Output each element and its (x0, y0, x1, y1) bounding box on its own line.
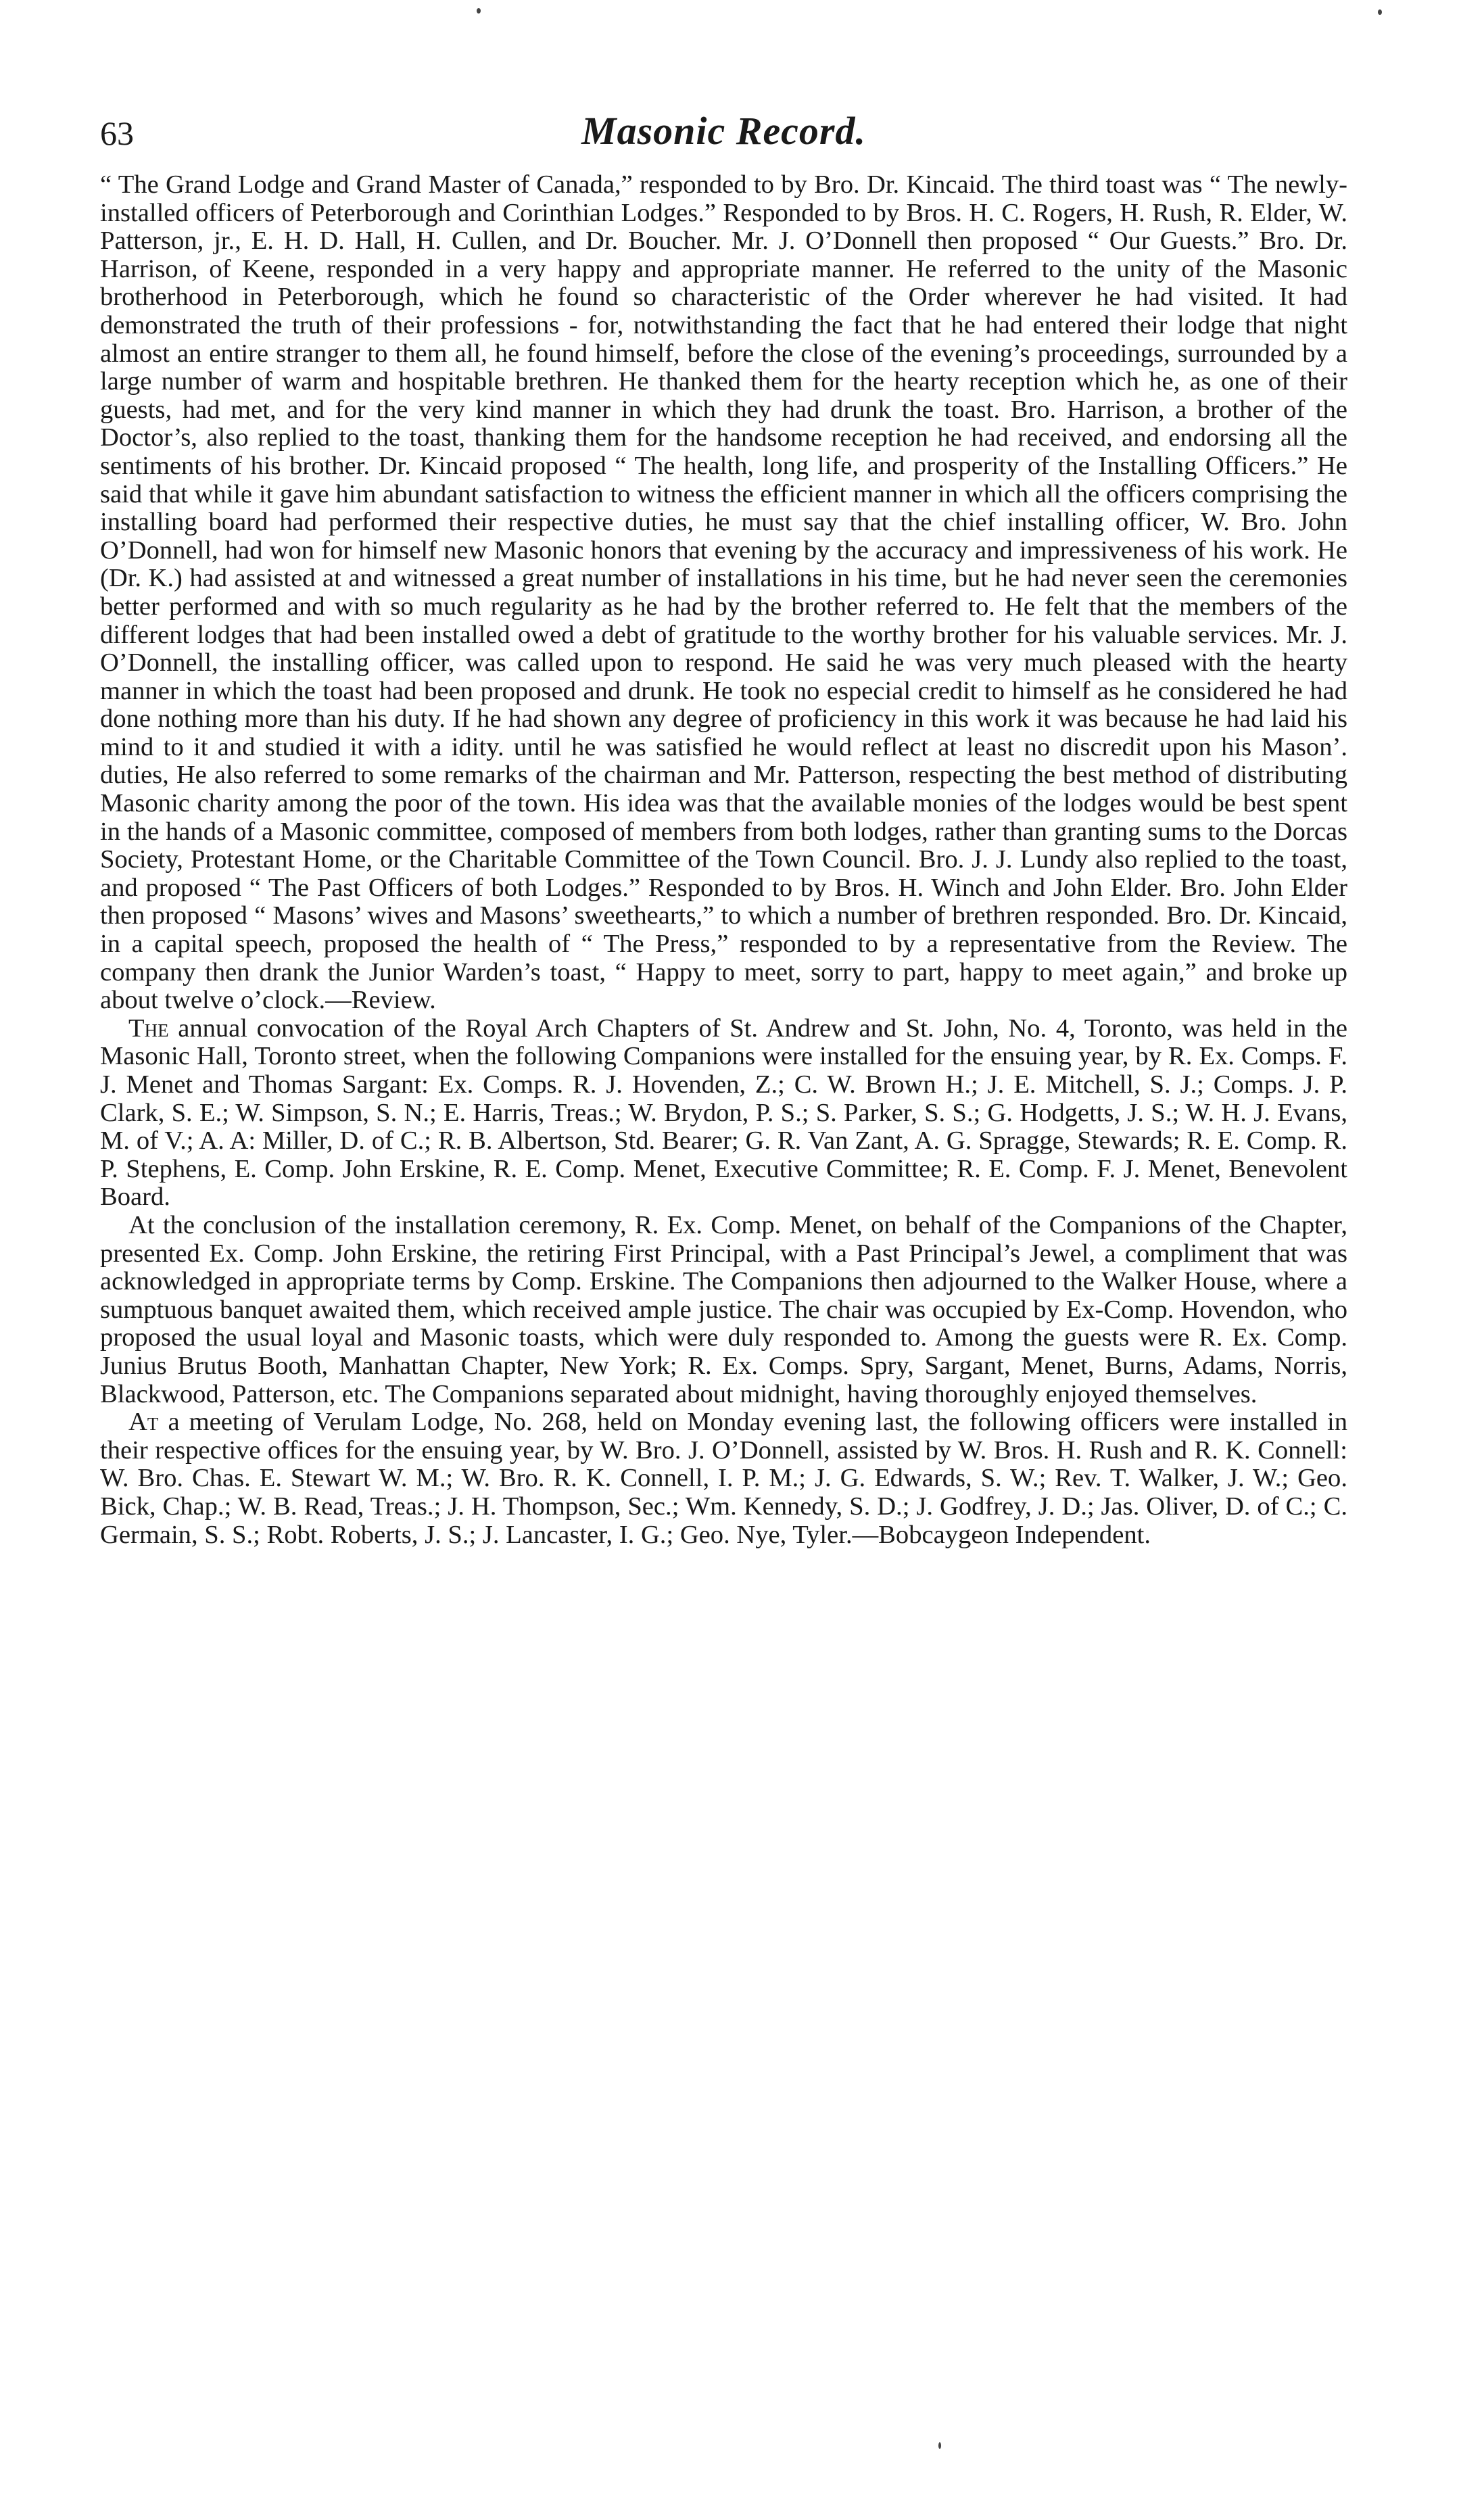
paragraph-text: a meeting of Verulam Lodge, No. 268, held on Monday evening last, the following officers were installed in their respective offices for the ensuing year, by W. Bro. J. O’Donnell, assisted by W. Bros. H. Rush and R. K. Connell: W. Bro. Chas. E. Stewart W. M.; W. Bro. R. K. Connell, I. P. M.; J. G. Edwards, S. W.; Rev. T. Walker, J. W.; Geo. Bick, Chap.; W. B. Read, Treas.; J. H. Thompson, Sec.; Wm. Kennedy, S. D.; J. Godfrey, J. D.; Jas. Oliver, D. of C.; C. Germain, S. S.; Robt. Roberts, J. S.; J. Lancaster, I. G.; Geo. Nye, Tyler.—Bobcaygeon Independent. (100, 1408, 1347, 1549)
article-body (100, 171, 1347, 1549)
paragraph-lead: The (128, 1014, 169, 1043)
document-page (100, 101, 1347, 1549)
paragraph-text: At the conclusion of the installation ceremony, R. Ex. Comp. Menet, on behalf of the Companions of the Chapter, presented Ex. Comp. John Erskine, the retiring First Principal, with a Past Principal’s Jewel, a compliment that was acknowledged in appropriate terms by Comp. Erskine. The Companions then adjourned to the Walker House, where a sumptuous banquet awaited them, which received ample justice. The chair was occupied by Ex-Comp. Hovendon, who proposed the usual loyal and Masonic toasts, which were duly responded to. Among the guests were R. Ex. Comp. Junius Brutus Booth, Manhattan Chapter, New York; R. Ex. Comps. Spry, Sargant, Menet, Burns, Adams, Norris, Blackwood, Patterson, etc. The Companions separated about midnight, having thoroughly enjoyed themselves. (100, 1210, 1347, 1408)
paragraph-text: “ The Grand Lodge and Grand Master of Canada,” responded to by Bro. Dr. Kincaid. The third toast was “ The newly-installed officers of Peterborough and Corinthian Lodges.” Responded to by Bros. H. C. Rogers, H. Rush, R. Elder, W. Patterson, jr., E. H. D. Hall, H. Cullen, and Dr. Boucher. Mr. J. O’Donnell then proposed “ Our Guests.” Bro. Dr. Harrison, of Keene, responded in a very happy and appropriate manner. He referred to the unity of the Masonic brotherhood in Peterborough, which he found so characteristic of the Order wherever he had visited. It had demonstrated the truth of their professions - for, notwithstanding the fact that he had entered their lodge that night almost an entire stranger to them all, he found himself, before the close of the evening’s proceedings, surrounded by a large number of warm and hospitable brethren. He thanked them for the hearty reception which he, as one of their guests, had met, and for the very kind manner in which they had drunk the toast. Bro. Harrison, a brother of the Doctor’s, also replied to the toast, thanking them for the handsome reception he had received, and endorsing all the sentiments of his brother. Dr. Kincaid proposed “ The health, long life, and prosperity of the Installing Officers.” He said that while it gave him abundant satisfaction to witness the efficient manner in which all the officers comprising the installing board had performed their respective duties, he must say that the chief installing officer, W. Bro. John O’Donnell, had won for himself new Masonic honors that evening by the accuracy and impressiveness of his work. He (Dr. K.) had assisted at and witnessed a great number of installations in his time, but he had never seen the ceremonies better performed and with so much regularity as he had by the brother referred to. He felt that the members of the different lodges that had been installed owed a debt of gratitude to the worthy brother for his valuable services. Mr. J. O’Donnell, the installing officer, was called upon to respond. He said he was very much pleased with the hearty manner in which the toast had been proposed and drunk. He took no especial credit to himself as he considered he had done nothing more than his duty. If he had shown any degree of proficiency in this work it was because he had laid his mind to it and studied it with a idity. until he was satisfied he would reflect at least no discredit upon his Mason’. duties, He also referred to some remarks of the chairman and Mr. Patterson, respecting the best method of distributing Masonic charity among the poor of the town. His idea was that the available monies of the lodges would be best spent in the hands of a Masonic committee, composed of members from both lodges, rather than granting sums to the Dorcas Society, Protestant Home, or the Charitable Committee of the Town Council. Bro. J. J. Lundy also replied to the toast, and proposed “ The Past Officers of both Lodges.” Responded to by Bros. H. Winch and John Elder. Bro. John Elder then proposed “ Masons’ wives and Masons’ sweethearts,” to which a number of brethren responded. Bro. Dr. Kincaid, in a capital speech, proposed the health of “ The Press,” responded to by a representative from the Review. The company then drank the Junior Warden’s toast, “ Happy to meet, sorry to part, happy to meet again,” and broke up about twelve o’clock.—Review. (100, 170, 1347, 1015)
paragraph-installation-ceremony (100, 1212, 1347, 1408)
paragraph-verulam-lodge (100, 1408, 1347, 1549)
paragraph-lead: At (128, 1408, 159, 1437)
print-speck (938, 2442, 941, 2449)
print-speck (1378, 9, 1382, 15)
running-title: Masonic Record. (581, 109, 866, 153)
paragraph-toasts (100, 171, 1347, 1015)
paragraph-royal-arch-convocation (100, 1015, 1347, 1212)
page-number: 63 (100, 114, 134, 152)
print-speck (477, 8, 481, 14)
paragraph-text: annual convocation of the Royal Arch Chapters of St. Andrew and St. John, No. 4, Toronto, was held in the Masonic Hall, Toronto street, when the following Companions were installed for the ensuing year, by R. Ex. Comps. F. J. Menet and Thomas Sargant: Ex. Comps. R. J. Hovenden, Z.; C. W. Brown H.; J. E. Mitchell, S. J.; Comps. J. P. Clark, S. E.; W. Simpson, S. N.; E. Harris, Treas.; W. Brydon, P. S.; S. Parker, S. S.; G. Hodgetts, J. S.; W. H. J. Evans, M. of V.; A. A: Miller, D. of C.; R. B. Albertson, Std. Bearer; G. R. Van Zant, A. G. Spragge, Stewards; R. E. Comp. R. P. Stephens, E. Comp. John Erskine, R. E. Comp. Menet, Executive Committee; R. E. Comp. F. J. Menet, Benevolent Board. (100, 1014, 1347, 1212)
page-header (100, 101, 1347, 166)
